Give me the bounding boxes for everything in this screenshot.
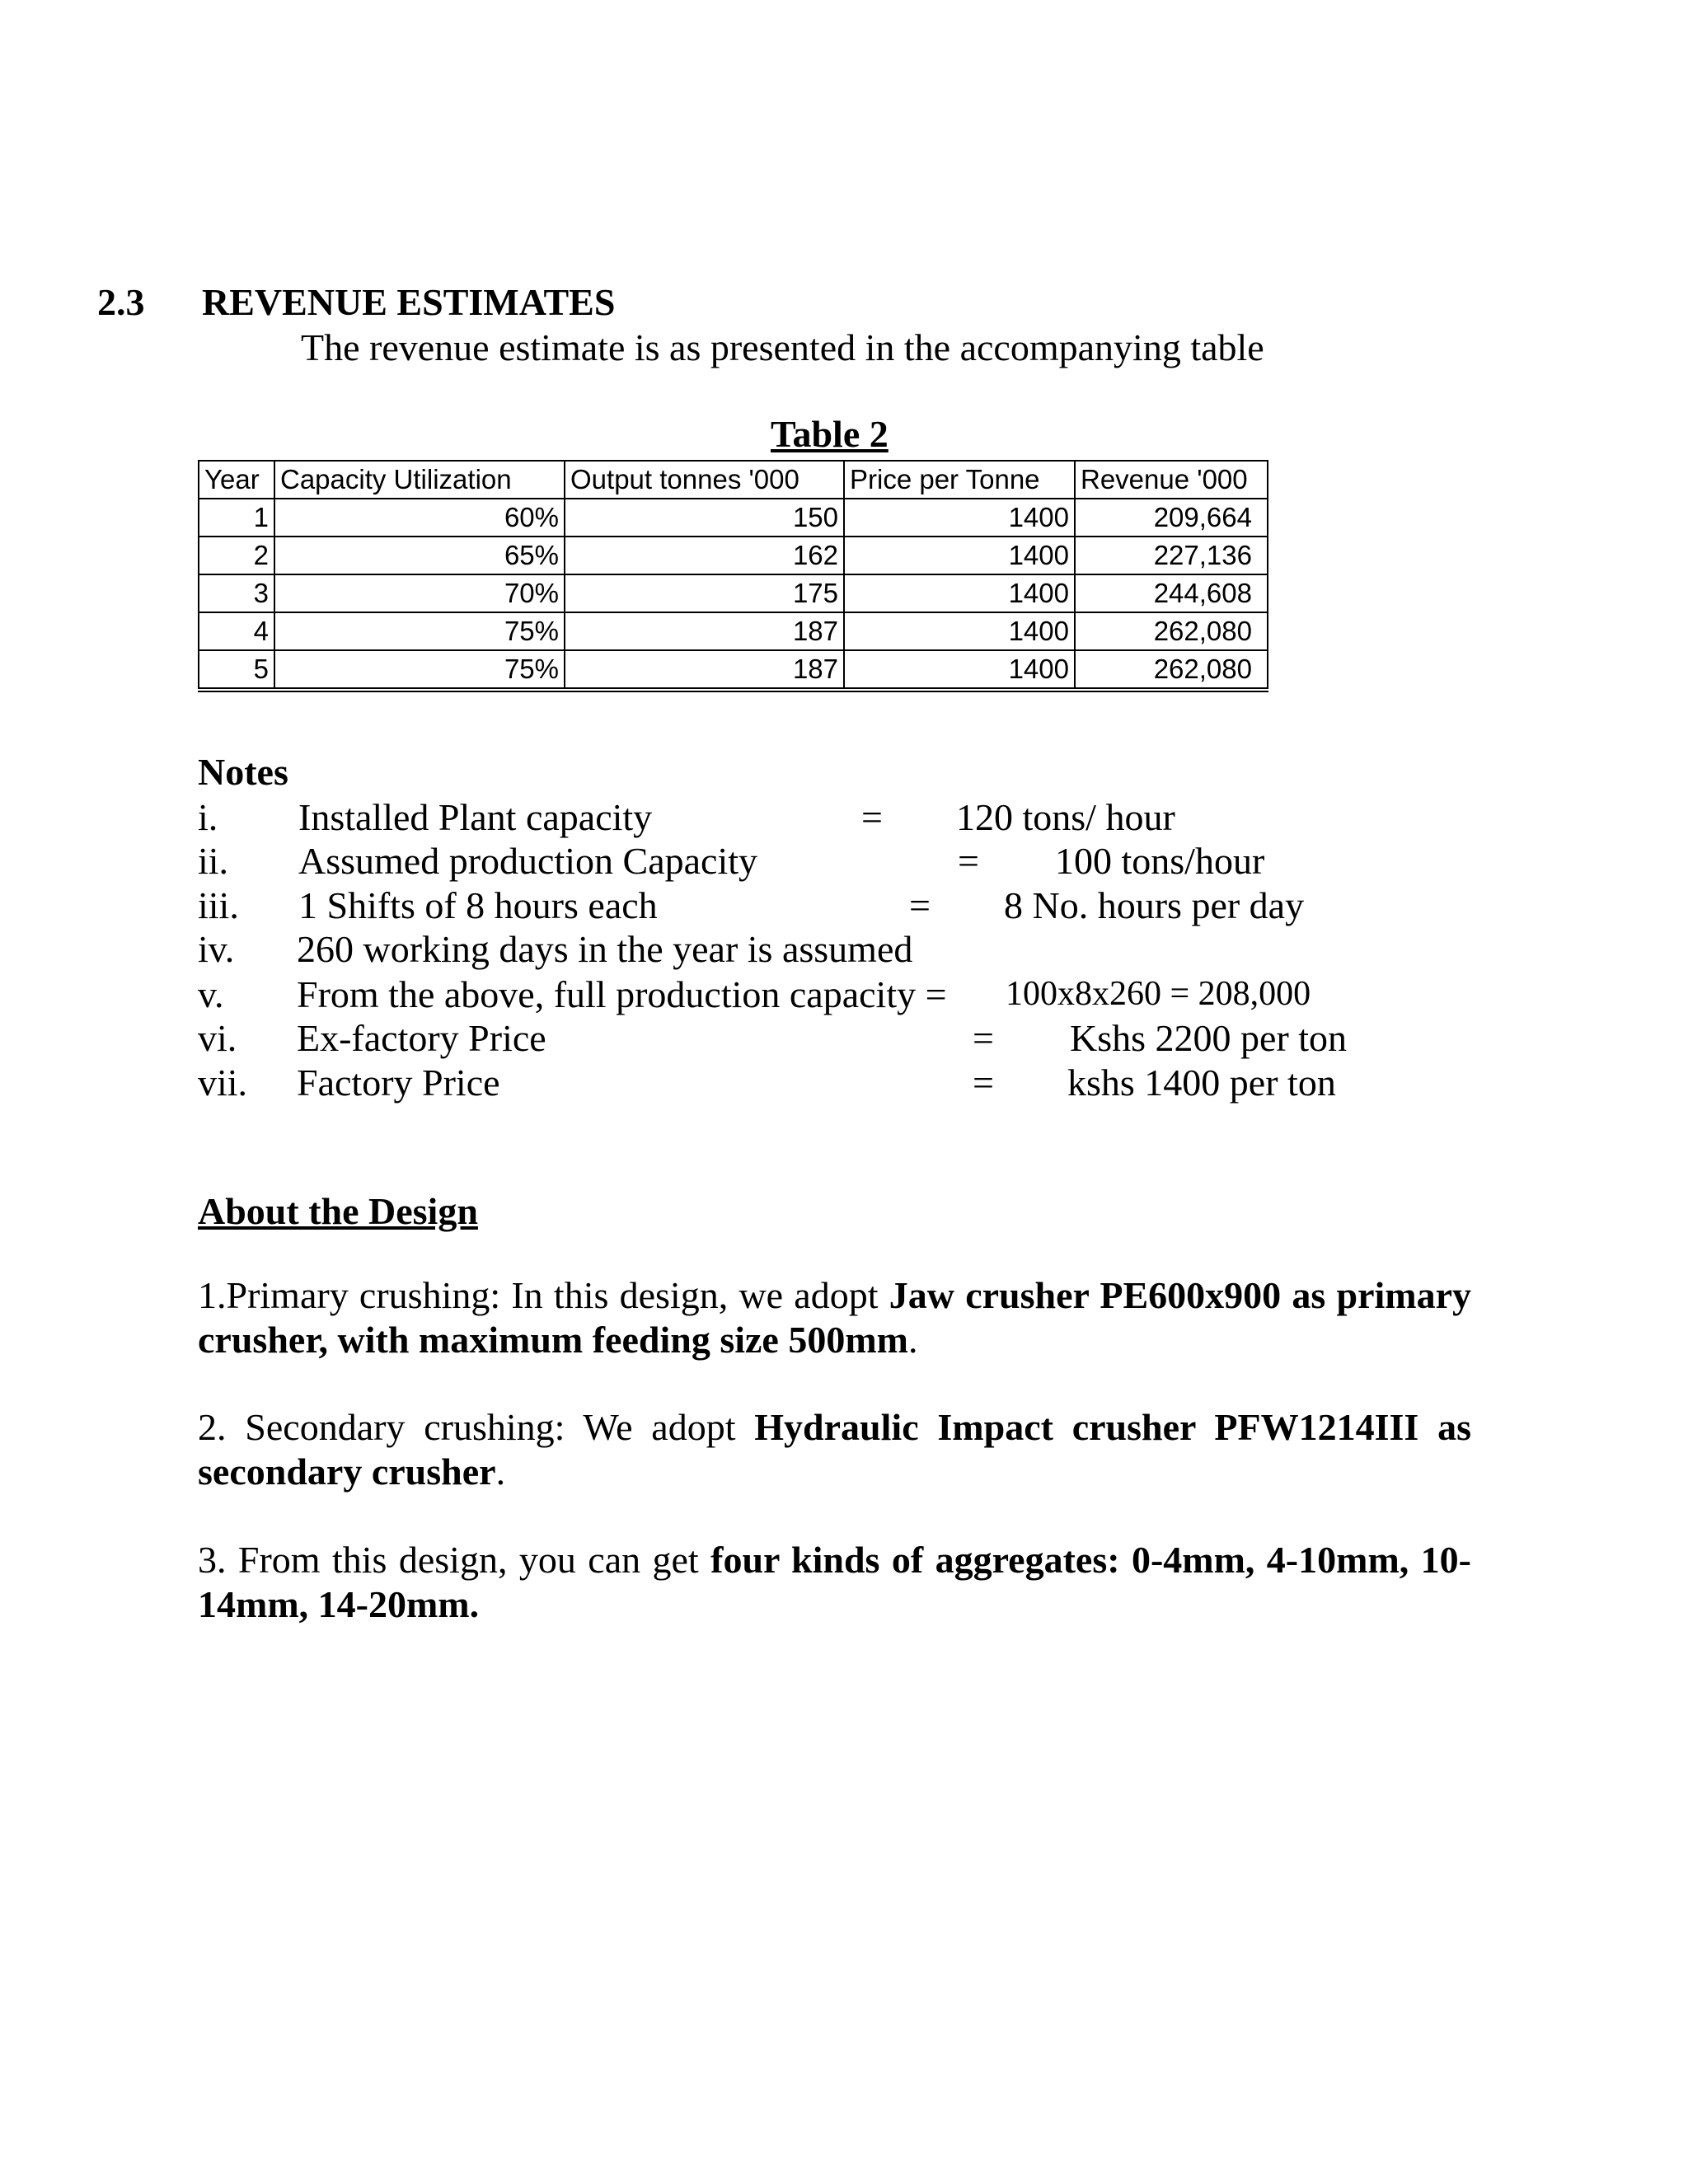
table-row bbox=[199, 612, 1268, 650]
paragraph-bold-text: Jaw crusher PE600x900 as primary crusher, with maximum feeding size 500mm bbox=[198, 1274, 1472, 1361]
table-row bbox=[199, 574, 1268, 612]
cell-output: 150 bbox=[565, 499, 844, 537]
note-equals: = bbox=[973, 1017, 994, 1059]
note-equals: = bbox=[861, 796, 883, 838]
paragraph-text: 3. From this design, you can get bbox=[198, 1539, 711, 1581]
section-number: 2.3 bbox=[97, 281, 145, 323]
paragraph-bold-text: Hydraulic Impact crusher PFW1214III as secondary crusher bbox=[198, 1406, 1471, 1493]
cell-capacity: 65% bbox=[274, 537, 565, 574]
cell-output: 162 bbox=[565, 537, 844, 574]
cell-price: 1400 bbox=[844, 537, 1075, 574]
header-year: Year bbox=[199, 461, 274, 499]
cell-price: 1400 bbox=[844, 612, 1075, 650]
note-number: vii. bbox=[198, 1062, 248, 1104]
paragraph-bold-text: four kinds of aggregates: 0-4mm, 4-10mm, 10-14mm, 14-20mm. bbox=[198, 1539, 1471, 1625]
cell-revenue: 244,608 bbox=[1075, 574, 1268, 612]
note-label: Assumed production Capacity bbox=[298, 840, 758, 882]
paragraph-text: 2. Secondary crushing: We adopt bbox=[198, 1406, 755, 1448]
cell-revenue: 262,080 bbox=[1075, 650, 1268, 690]
header-capacity-utilization: Capacity Utilization bbox=[274, 461, 565, 499]
cell-price: 1400 bbox=[844, 574, 1075, 612]
table-row bbox=[199, 537, 1268, 574]
note-label: 1 Shifts of 8 hours each bbox=[298, 884, 658, 926]
cell-year: 3 bbox=[199, 574, 274, 612]
note-equals: = bbox=[909, 884, 931, 926]
note-value: kshs 1400 per ton bbox=[1067, 1062, 1336, 1104]
header-output-tonnes: Output tonnes '000 bbox=[565, 461, 844, 499]
note-equals: = bbox=[973, 1062, 994, 1104]
note-number: i. bbox=[198, 796, 218, 838]
section-title: REVENUE ESTIMATES bbox=[202, 281, 616, 323]
revenue-table bbox=[198, 460, 1268, 692]
note-number: iv. bbox=[198, 928, 235, 970]
table-header-row bbox=[199, 461, 1268, 499]
note-number: vi. bbox=[198, 1017, 237, 1059]
note-value: Kshs 2200 per ton bbox=[1070, 1017, 1348, 1059]
cell-price: 1400 bbox=[844, 650, 1075, 690]
about-heading: About the Design bbox=[198, 1190, 478, 1232]
cell-year: 2 bbox=[199, 537, 274, 574]
cell-revenue: 227,136 bbox=[1075, 537, 1268, 574]
note-label: From the above, full production capacity = bbox=[297, 973, 947, 1015]
note-label: Ex-factory Price bbox=[297, 1017, 546, 1059]
header-revenue: Revenue '000 bbox=[1075, 461, 1268, 499]
note-number: ii. bbox=[198, 840, 229, 882]
note-label: Installed Plant capacity bbox=[298, 796, 653, 838]
cell-year: 5 bbox=[199, 650, 274, 690]
cell-output: 187 bbox=[565, 650, 844, 690]
note-value: 120 tons/ hour bbox=[956, 796, 1175, 838]
note-value: 100x8x260 = 208,000 bbox=[1006, 975, 1311, 1013]
note-label: Factory Price bbox=[297, 1062, 500, 1104]
table-caption: Table 2 bbox=[771, 413, 889, 455]
cell-year: 4 bbox=[199, 612, 274, 650]
note-label: 260 working days in the year is assumed bbox=[297, 928, 913, 970]
design-paragraph-primary bbox=[198, 1273, 1471, 1362]
cell-revenue: 209,664 bbox=[1075, 499, 1268, 537]
notes-heading: Notes bbox=[198, 751, 288, 793]
cell-price: 1400 bbox=[844, 499, 1075, 537]
note-value: 100 tons/hour bbox=[1055, 840, 1265, 882]
paragraph-text: . bbox=[495, 1451, 506, 1493]
note-value: 8 No. hours per day bbox=[1004, 884, 1305, 926]
design-paragraph-aggregates bbox=[198, 1538, 1471, 1627]
paragraph-text: 1.Primary crushing: In this design, we adopt bbox=[198, 1274, 889, 1316]
cell-capacity: 75% bbox=[274, 650, 565, 690]
cell-capacity: 70% bbox=[274, 574, 565, 612]
cell-revenue: 262,080 bbox=[1075, 612, 1268, 650]
cell-output: 175 bbox=[565, 574, 844, 612]
cell-year: 1 bbox=[199, 499, 274, 537]
table-row bbox=[199, 499, 1268, 537]
table-row bbox=[199, 650, 1268, 690]
cell-capacity: 60% bbox=[274, 499, 565, 537]
cell-capacity: 75% bbox=[274, 612, 565, 650]
section-intro: The revenue estimate is as presented in the accompanying table bbox=[301, 326, 1264, 368]
paragraph-text: . bbox=[907, 1319, 918, 1361]
cell-output: 187 bbox=[565, 612, 844, 650]
note-number: iii. bbox=[198, 884, 239, 926]
note-equals: = bbox=[958, 840, 979, 882]
note-number: v. bbox=[198, 973, 224, 1015]
header-price-per-tonne: Price per Tonne bbox=[844, 461, 1075, 499]
design-paragraph-secondary bbox=[198, 1405, 1471, 1494]
